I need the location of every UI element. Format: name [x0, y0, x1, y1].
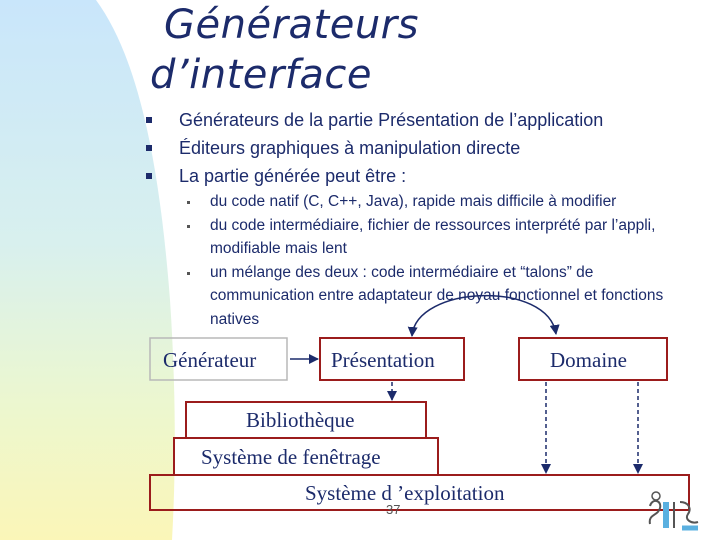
- bullet-text: Éditeurs graphiques à manipulation directe: [179, 138, 521, 158]
- sub-bullet-text: du code natif (C, C++, Java), rapide mais difficile à modifier: [210, 193, 617, 210]
- domaine-label: Domaine: [550, 348, 627, 372]
- sub-bullet-text: un mélange des deux : code intermédiaire et “talons” de communication entre adaptateur de noyau fonctionnel et fonctions natives: [210, 263, 664, 328]
- systeme-exploitation-label: Système d ’exploitation: [305, 481, 505, 505]
- bullet-text: La partie générée peut être :: [179, 166, 407, 186]
- generateur-label: Générateur: [163, 348, 257, 372]
- sub-bullet-text: du code intermédiaire, fichier de ressources interprété par l’appli, modifiable mais lent: [210, 216, 656, 257]
- bibliotheque-label: Bibliothèque: [246, 408, 355, 432]
- university-logo-icon: [644, 488, 704, 534]
- presentation-label: Présentation: [331, 348, 435, 372]
- systeme-fenetrage-label: Système de fenêtrage: [201, 445, 381, 469]
- page-number: 37: [386, 502, 401, 517]
- presentation-domaine-arrow: [412, 296, 556, 336]
- title-line-1: Générateurs: [164, 2, 419, 48]
- bullet-text: Générateurs de la partie Présentation de l’application: [179, 110, 604, 130]
- title-line-2: d’interface: [150, 52, 373, 98]
